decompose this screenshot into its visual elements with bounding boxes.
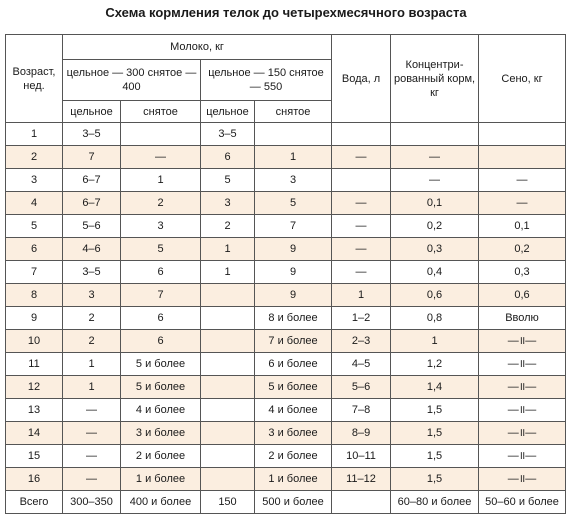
header-whole-a: цельное [63, 101, 121, 123]
table-cell: 0,6 [391, 284, 479, 307]
table-cell: 3 [121, 215, 201, 238]
table-cell: 0,2 [479, 238, 566, 261]
table-body [6, 123, 566, 514]
table-cell: 7 и более [255, 330, 332, 353]
table-cell: 1 [6, 123, 63, 146]
table-cell: 2 [6, 146, 63, 169]
table-cell: 9 [255, 284, 332, 307]
table-cell: 7 [63, 146, 121, 169]
table-cell: 1 и более [255, 468, 332, 491]
header-skim-a: снятое [121, 101, 201, 123]
table-row [6, 307, 566, 330]
total-cell: 300–350 [63, 491, 121, 514]
table-cell: 1,5 [391, 399, 479, 422]
total-cell: 50–60 и более [479, 491, 566, 514]
table-cell: 7–8 [332, 399, 391, 422]
table-cell: 2 и более [255, 445, 332, 468]
table-cell: 1 [332, 284, 391, 307]
total-cell: 400 и более [121, 491, 201, 514]
table-cell: 1 [63, 353, 121, 376]
table-cell: 7 [255, 215, 332, 238]
header-water: Вода, л [332, 35, 391, 123]
table-cell [391, 123, 479, 146]
table-row [6, 192, 566, 215]
table-cell: — [63, 399, 121, 422]
table-cell: — [332, 215, 391, 238]
table-row [6, 468, 566, 491]
table-cell: 2 [201, 215, 255, 238]
table-row [6, 123, 566, 146]
table-cell: —॥— [479, 353, 566, 376]
table-cell: 0,8 [391, 307, 479, 330]
table-cell: 2 и более [121, 445, 201, 468]
table-row [6, 238, 566, 261]
table-cell: 3 и более [255, 422, 332, 445]
table-cell: —॥— [479, 468, 566, 491]
feeding-table [5, 34, 566, 514]
table-cell: 0,1 [479, 215, 566, 238]
table-cell: — [479, 192, 566, 215]
table-cell: 1,5 [391, 422, 479, 445]
table-cell: 12 [6, 376, 63, 399]
table-cell: 8 и более [255, 307, 332, 330]
table-cell: 5 и более [255, 376, 332, 399]
table-cell [121, 123, 201, 146]
table-cell: 3–5 [63, 261, 121, 284]
table-cell: — [63, 445, 121, 468]
table-cell: 6 и более [255, 353, 332, 376]
table-cell: 1 [201, 238, 255, 261]
table-row [6, 261, 566, 284]
table-cell [479, 146, 566, 169]
table-cell: 5–6 [63, 215, 121, 238]
header-age: Возраст, нед. [6, 35, 63, 123]
table-cell: —॥— [479, 445, 566, 468]
header-whole-b: цельное [201, 101, 255, 123]
total-cell: 60–80 и более [391, 491, 479, 514]
table-cell: 5–6 [332, 376, 391, 399]
table-cell: — [332, 146, 391, 169]
table-cell: 6 [121, 330, 201, 353]
table-cell: 7 [121, 284, 201, 307]
table-row [6, 169, 566, 192]
table-row [6, 376, 566, 399]
table-cell [479, 123, 566, 146]
table-cell [332, 123, 391, 146]
table-cell: — [391, 146, 479, 169]
table-cell: 1,4 [391, 376, 479, 399]
table-cell: 3 и более [121, 422, 201, 445]
table-cell: 14 [6, 422, 63, 445]
table-cell: 1 [63, 376, 121, 399]
table-cell: 3–5 [201, 123, 255, 146]
table-cell: 6 [6, 238, 63, 261]
table-cell: 1,5 [391, 445, 479, 468]
table-cell: 9 [6, 307, 63, 330]
table-cell: 10 [6, 330, 63, 353]
table-row [6, 422, 566, 445]
table-cell: — [332, 238, 391, 261]
table-cell: 11 [6, 353, 63, 376]
table-cell: — [63, 468, 121, 491]
table-cell [201, 445, 255, 468]
table-row [6, 284, 566, 307]
total-cell: 500 и более [255, 491, 332, 514]
header-group-a: цельное — 300 снятое — 400 [63, 60, 201, 101]
table-cell: 15 [6, 445, 63, 468]
header-group-b: цельное — 150 снятое — 550 [201, 60, 332, 101]
table-cell [201, 422, 255, 445]
table-cell: 0,6 [479, 284, 566, 307]
table-title: Схема кормления телок до четырехмесячного возраста [105, 5, 467, 20]
table-cell: 4 [6, 192, 63, 215]
header-concentrate: Концентрированный корм, кг [391, 35, 479, 123]
table-cell: 0,3 [479, 261, 566, 284]
table-cell: 1 [121, 169, 201, 192]
table-row [6, 146, 566, 169]
table-row [6, 330, 566, 353]
header-skim-b: снятое [255, 101, 332, 123]
table-cell: 5 [6, 215, 63, 238]
table-cell: 3 [63, 284, 121, 307]
table-cell: —॥— [479, 422, 566, 445]
table-cell: 1 [255, 146, 332, 169]
table-cell [201, 468, 255, 491]
table-cell: 4–5 [332, 353, 391, 376]
table-cell: 9 [255, 261, 332, 284]
table-cell: 10–11 [332, 445, 391, 468]
table-cell: 5 [201, 169, 255, 192]
table-cell: Вволю [479, 307, 566, 330]
total-cell: 150 [201, 491, 255, 514]
table-cell: 16 [6, 468, 63, 491]
table-cell: — [332, 192, 391, 215]
table-cell: 1 [391, 330, 479, 353]
table-cell: 5 [255, 192, 332, 215]
header-hay: Сено, кг [479, 35, 566, 123]
table-cell: 1 [201, 261, 255, 284]
table-cell: — [332, 261, 391, 284]
table-cell: — [479, 169, 566, 192]
table-cell: 0,2 [391, 215, 479, 238]
table-cell: 9 [255, 238, 332, 261]
table-cell: 0,1 [391, 192, 479, 215]
table-cell: 2 [63, 330, 121, 353]
table-cell: 5 и более [121, 376, 201, 399]
table-row [6, 215, 566, 238]
table-cell: 5 и более [121, 353, 201, 376]
table-cell: 0,3 [391, 238, 479, 261]
table-cell: 1,5 [391, 468, 479, 491]
total-cell [332, 491, 391, 514]
table-cell: 3 [255, 169, 332, 192]
table-cell: 11–12 [332, 468, 391, 491]
table-row [6, 399, 566, 422]
total-cell: Всего [6, 491, 63, 514]
table-cell: 6 [121, 307, 201, 330]
table-cell [201, 353, 255, 376]
table-cell: 0,4 [391, 261, 479, 284]
table-cell: 2 [121, 192, 201, 215]
table-cell: 4–6 [63, 238, 121, 261]
table-row [6, 445, 566, 468]
table-cell: 6–7 [63, 192, 121, 215]
table-cell: 1 и более [121, 468, 201, 491]
table-cell: —॥— [479, 399, 566, 422]
table-cell: 4 и более [255, 399, 332, 422]
table-cell: 3 [201, 192, 255, 215]
table-cell [255, 123, 332, 146]
table-cell: 3–5 [63, 123, 121, 146]
table-cell [201, 307, 255, 330]
table-cell: 4 и более [121, 399, 201, 422]
table-cell: 8 [6, 284, 63, 307]
table-cell: —॥— [479, 330, 566, 353]
table-cell: 13 [6, 399, 63, 422]
table-cell [201, 399, 255, 422]
table-cell: 6 [201, 146, 255, 169]
table-cell: 2–3 [332, 330, 391, 353]
table-cell: 8–9 [332, 422, 391, 445]
table-cell [201, 284, 255, 307]
header-milk: Молоко, кг [63, 35, 332, 60]
table-cell: 3 [6, 169, 63, 192]
table-cell: — [63, 422, 121, 445]
table-cell [332, 169, 391, 192]
table-cell [201, 330, 255, 353]
table-cell: 2 [63, 307, 121, 330]
table-cell: 6 [121, 261, 201, 284]
table-cell: 5 [121, 238, 201, 261]
table-cell: 1,2 [391, 353, 479, 376]
table-cell: — [121, 146, 201, 169]
table-cell: — [391, 169, 479, 192]
table-cell: 7 [6, 261, 63, 284]
total-row [6, 491, 566, 514]
table-cell: 6–7 [63, 169, 121, 192]
table-row [6, 353, 566, 376]
table-cell [201, 376, 255, 399]
table-cell: 1–2 [332, 307, 391, 330]
table-cell: —॥— [479, 376, 566, 399]
